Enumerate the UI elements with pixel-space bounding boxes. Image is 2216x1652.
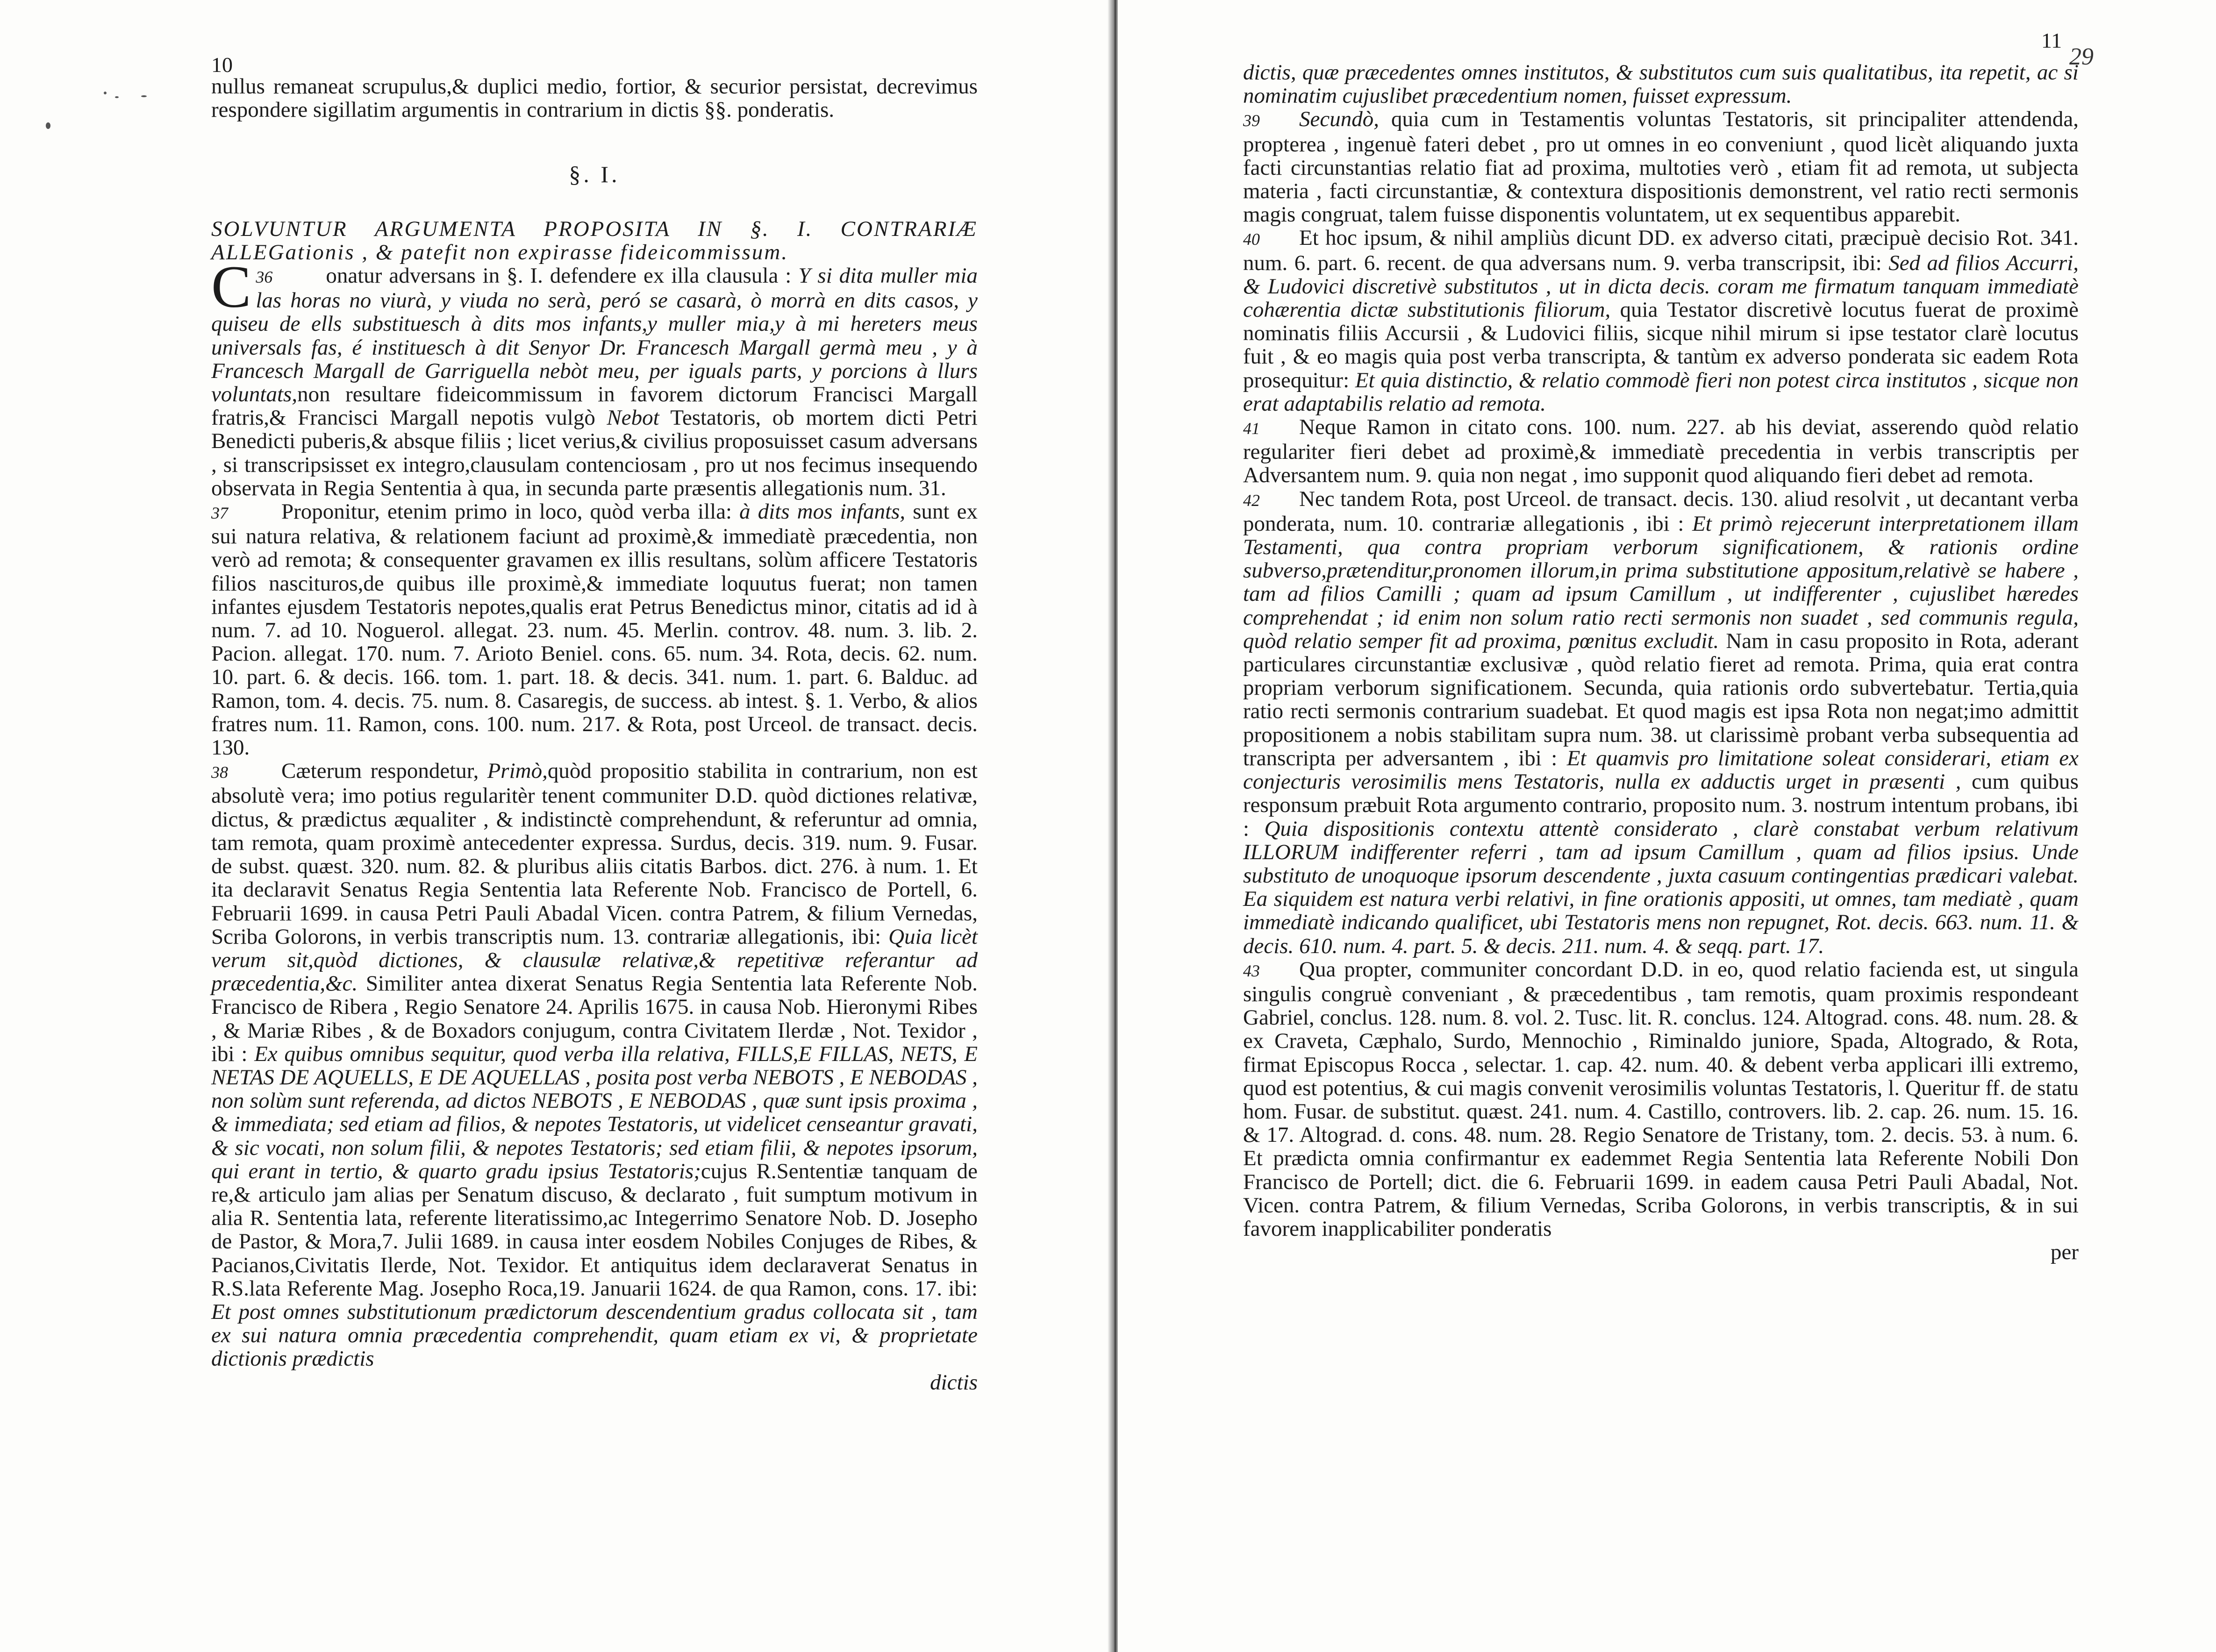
drop-cap: C (211, 254, 251, 320)
paragraph-36: 36 C onatur adversans in §. I. defendere ex illa clausula : Y si dita muller mia las horas no viurà, y viuda no serà, peró se casarà, ò morrà en dits casos, y quiseu de ells substituesch à dits mos infants,y muller mia,y à mi hereters meus universals fas, é instituesch à dit Senyor Dr. Francesch Margall germà meu , y à Francesch Margall de Garriguella nebòt meu, per iguals parts, y porcions à llurs voluntats,non resultare fideicommissum in favorem dictorum Francisci Margall fratris,& Francisci Margall nepotis vulgò Nebot Testatoris, ob mortem dicti Petri Benedicti puberis,& absque filiis ; licet verius,& civilius proposuisset casum adversans , si transcripsisset ex integro,clausulam contenciosam , pro ut nos fecimus insequendo observata in Regia Sententia à qua, in secunda parte præsentis allegationis num. 31. (211, 254, 978, 500)
paragraph-38: 38 Cæterum respondetur, Primò,quòd propositio stabilita in contrarium, non est absolutè vera; imo potius regularitèr tenent communiter D.D. quòd dictiones relativæ, dictus, & prædictus æqualiter , & indistinctè comprehendunt, & referuntur ad omnia, tam remota, quam proximè antecedenter expressa. Surdus, decis. 319. num. 9. Fusar. de subst. quæst. 320. num. 82. & pluribus aliis citatis Barbos. dict. 276. à num. 1. Et ita declaravit Senatus Regia Sententia lata Referente Nob. Francisco de Portell, 6. Februarii 1699. in causa Petri Pauli Abadal Vicen. contra Patrem, & filium Vernedas, Scriba Golorons, in verbis transcriptis num. 13. contrariæ allegationis, ibi: Quia licèt verum sit,quòd dictiones, & clausulæ relativæ,& repetitivæ referantur ad præcedentia,&c. Similiter antea dixerat Senatus Regia Sententia lata Referente Nob. Francisco de Ribera , Regio Senatore 24. Aprilis 1675. in causa Nob. Hieronymi Ribes , & Mariæ Ribes , & de Boxadors conjugum, contra Civitatem Ilerdæ , Not. Texidor , ibi : Ex quibus omnibus sequitur, quod verba illa relativa, FILLS,E FILLAS, NETS, E NETAS DE AQUELLS, E DE AQUELLAS , posita post verba NEBOTS , E NEBODAS , non solùm sunt referenda, ad dictos NEBOTS , E NEBODAS , quæ sunt ipsis proxima , & immediata; sed etiam ad filios, & nepotes Testatoris, ut videlicet censeantur gravati, & sic vocati, non solum filii, & nepotes Testatoris; sed etiam filii, & nepotes ipsorum, qui erant in tertio, & quarto gradu ipsius Testatoris;cujus R.Sententiæ tanquam de re,& articulo jam alias per Senatum discuso, & declarato , fuit sumptum motivum in alia R. Sententia lata, referente literatissimo,ac Integerrimo Senatore Nob. D. Josepho de Pastor, & Mora,7. Julii 1689. in causa inter eosdem Nobiles Conjuges de Ribes, & Pacianos,Civitatis Ilerde, Not. Texidor. Et antiquitus idem declaraverat Senatus in R.S.lata Referente Mag. Josepho Roca,19. Januarii 1624. de qua Ramon, cons. 17. ibi: Et post omnes substitutionum prædictorum descendentium gradus collocata sit , tam ex sui natura omnia præcedentia comprehendit, quam etiam ex vi, & proprietate dictionis prædictis (211, 759, 978, 1371)
handwritten-folio: 29 (2069, 43, 2094, 70)
catchword: dictis (930, 1370, 978, 1395)
paragraph-number: 37 (211, 504, 228, 523)
paragraph-number: 40 (1243, 230, 1260, 249)
right-page-number: 11 (2041, 28, 2062, 52)
right-intro: dictis, quæ præcedentes omnes institutos, & substitutos cum suis qualitatibus, ita repetit, ac si nominatim cujuslibet præcedentium nomen, fuisset expressum. (1243, 60, 2079, 108)
paragraph-43: 43 Qua propter, communiter concordant D.D. in eo, quod relatio facienda est, ut singula singulis congruè conveniant , & præcedentibus , tam remotis, quam proximis respondeant Gabriel, conclus. 128. num. 8. vol. 2. Tusc. lit. R. conclus. 124. Altograd. cons. 48. num. 28. & ex Craveta, Cæphalo, Surdo, Mennochio , Riminaldo juniore, Spada, Altogrado, & Rota, firmat Episcopus Rocca , selectar. 1. cap. 42. num. 40. & debent verba applicari illi extremo, quod est potentius, & cui magis convenit verosimilis voluntas Testatoris, l. Queritur ff. de statu hom. Fusar. de substitut. quæst. 241. num. 4. Castillo, controvers. lib. 2. cap. 26. num. 15. 16. & 17. Altograd. d. cons. 48. num. 28. Regio Senatore de Tristany, tom. 2. decis. 53. à num. 6. Et prædicta omnia confirmantur ex eademmet Regia Sententia lata Referente Nobili Don Francisco de Portell; dict. die 6. Februarii 1699. in eadem causa Petri Pauli Abadal, Not. Vicen. contra Patrem, & filium Vernedas, Scriba Golorons, in verbis transcriptis, & in sui favorem inapplicabiliter ponderatis (1243, 957, 2079, 1241)
right-page-body (1243, 61, 2079, 1264)
paragraph-37: 37 Proponitur, etenim primo in loco, quòd verba illa: à dits mos infants, sunt ex sui natura relativa, & relationem faciunt ad proximè,& immediatè præcedentia, non verò ad remota; & consequenter gravamen ex illis resultans, solùm afficere Testatoris filios nascituros,de quibus ille proximè,& immediate loquutus fuerat; non tamen infantes ejusdem Testatoris nepotes,qualis erat Petrus Benedictus minor, citatis ad id à num. 7. ad 10. Noguerol. allegat. 23. num. 45. Merlin. controv. 48. num. 3. lib. 2. Pacion. allegat. 170. num. 7. Arioto Beniel. cons. 65. num. 34. Rota, decis. 62. num. 10. part. 6. & decis. 166. tom. 1. part. 18. & decis. 341. num. 1. part. 6. Balduc. ad Ramon, tom. 4. decis. 75. num. 8. Casaregis, de success. ab intest. §. 1. Verbo, & alios fratres num. 11. Ramon, cons. 100. num. 217. & Rota, post Urceol. de transact. decis. 130. (211, 499, 978, 760)
paragraph-42: 42 Nec tandem Rota, post Urceol. de transact. decis. 130. aliud resolvit , ut decantant verba ponderata, num. 10. contrariæ allegationis , ibi : Et primò rejecerunt interpretationem illam Testamenti, qua contra propriam verborum significationem, & rationis ordine subverso,prætenditur,pronomen illorum,in prima substitutione appositum,relativè se habere , tam ad filios Camilli ; quam ad ipsum Camillum , ut indifferenter , cujuslibet hæredes comprehendat ; id enim non solum ratio recti sermonis non suadet , sed communis regula, quòd relatio semper fit ad proxima, pœnitus excludit. Nam in casu proposito in Rota, aderant particulares circunstantiæ exclusivæ , quòd relatio fieret ad remota. Prima, quia erat contra propriam verborum significationem. Secunda, quia rationis ordo subvertebatur. Tertia,quia ratio recti sermonis contrarium suadebat. Et quod magis est ipsa Rota non negat;imo admittit propositionem a nobis stabilitam supra num. 38. ut clarissimè probant verba subsequentia ad transcripta per adversantem , ibi : Et quamvis pro limitatione soleat considerari, etiam ex conjecturis verosimilis mens Testatoris, nulla ex adductis urget in præsenti , cum quibus responsum præbuit Rota argumento contrario, proposito num. 3. nostrum intentum probans, ibi : Quia dispositionis contextu attentè considerato , clarè constabat verbum relativum ILLORUM indifferenter referri , tam ad ipsum Camillum , quam ad filios ipsius. Unde substituto de unoquoque ipsorum descendente , juxta casuum contingentias prædicari valebat. Ea siquidem est natura verbi relativi, in fine orationis appositi, ut omnes, tam mediatè , quam immediatè indicando qualificet, ubi Testatoris mens non repugnet, Rot. decis. 663. num. 11. & decis. 610. num. 4. part. 5. & decis. 211. num. 4. & seqq. part. 17. (1243, 486, 2079, 958)
catchword: per (2050, 1240, 2079, 1265)
paragraph-number: 43 (1243, 961, 1260, 980)
ink-speck (104, 92, 107, 94)
paragraph-40: 40 Et hoc ipsum, & nihil ampliùs dicunt DD. ex adverso citati, præcipuè decisio Rot. 341. num. 6. part. 6. recent. de qua adversans num. 9. verba transcripsit, ibi: Sed ad filios Accurri, & Ludovici discretivè substitutos , ut in dicta decis. coram me firmatum tanquam immediatè cohærentia dictæ substitutionis filiorum, quia Testator discretivè locutus fuerat de proximè nominatis filiis Accursii , & Ludovici filiis, sicque nihil mirum si ipse testator clarè locutus fuit , & eo magis quia post verba transcripta, & tantùm ex adverso ponderata sic eadem Rota prosequitur: Et quia distinctio, & relatio commodè fieri non potest circa institutos , sicque non erat adaptabilis relatio ad remota. (1243, 226, 2079, 416)
left-intro: nullus remaneat scrupulus,& duplici medio, fortior, & securior persistat, decrevimus respondere sigillatim argumentis in contrarium in dictis §§. ponderatis. (211, 74, 978, 122)
left-page-body (211, 75, 978, 1394)
ink-speck (46, 122, 50, 129)
paragraph-number: 42 (1243, 491, 1260, 510)
paragraph-number: 38 (211, 763, 228, 782)
paragraph-number: 36 (256, 268, 273, 287)
section-heading: SOLVUNTUR ARGUMENTA PROPOSITA IN §. I. CONTRARIÆ ALLEGationis , & patefit non expirasse fideicommissum. (211, 216, 978, 264)
paragraph-41: 41 Neque Ramon in citato cons. 100. num. 227. ab his deviat, asserendo quòd relatio regulariter fieri debet ad proximè,& immediatè precedentia in verbis transcriptis per Adversantem num. 9. quia non negat , imo supponit quod aliquando fieri debet ad remota. (1243, 415, 2079, 488)
left-page-number: 10 (211, 53, 233, 77)
ink-speck (115, 96, 119, 98)
right-page (1118, 0, 2216, 1652)
paragraph-39: 39 Secundò, quia cum in Testamentis voluntas Testatoris, sit principaliter attendenda, propterea , ingenuè fateri debet , pro ut omnes in eo conveniunt , quod licèt aliquando juxta facti circunstantias relatio fiat ad proxima, multoties verò , etiam fit ad remota, ut subjecta materia , facti circunstantiæ, & contextura dispositionis demonstrent, vel ratio recti sermonis magis congruat, talem fuisse disponentis voluntatem, ut ex sequentibus apparebit. (1243, 107, 2079, 227)
paragraph-number: 39 (1243, 111, 1260, 130)
paragraph-number: 41 (1243, 419, 1260, 438)
ink-speck (141, 95, 147, 97)
section-label: §. I. (569, 161, 620, 188)
